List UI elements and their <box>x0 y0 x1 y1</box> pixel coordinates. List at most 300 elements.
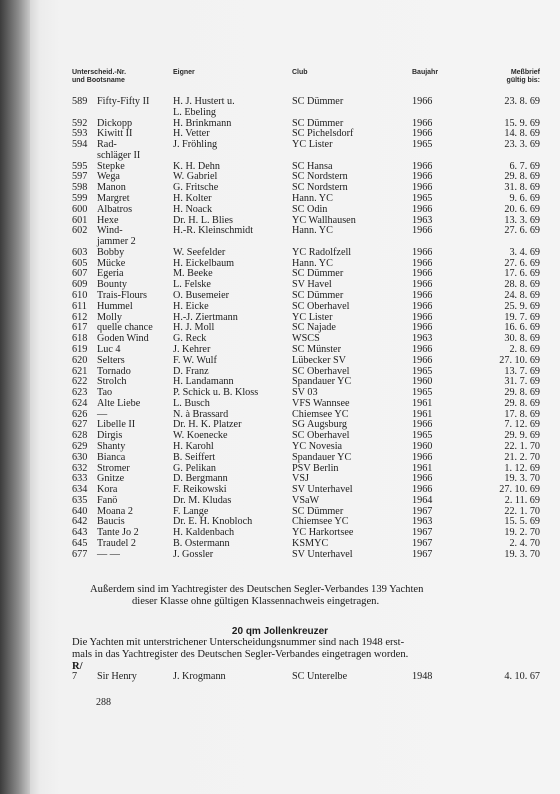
table-row <box>0 247 560 258</box>
row-number: 642 <box>72 516 88 528</box>
row-number: 620 <box>72 354 88 366</box>
row-owner: L. Felske <box>173 279 211 291</box>
row-boat-name: Strolch <box>97 376 127 388</box>
row-boat-name: Albatros <box>97 203 133 215</box>
row-boat-name: Fifty-Fifty II <box>97 96 150 107</box>
table-row <box>0 398 560 409</box>
row-number: 630 <box>72 451 88 463</box>
row-date: 4. 10. 67 <box>504 671 540 682</box>
row-date: 22. 1. 70 <box>504 440 540 452</box>
row-date: 16. 6. 69 <box>504 322 540 334</box>
row-owner: L. Ebeling <box>173 106 217 118</box>
row-year: 1965 <box>412 193 433 205</box>
table-row <box>0 96 560 107</box>
row-boat-name: Tao <box>97 387 113 399</box>
row-owner: D. Bergmann <box>173 473 228 485</box>
row-date: 14. 8. 69 <box>504 128 540 140</box>
row-club: SC Dümmer <box>292 268 344 280</box>
row-year: 1966 <box>412 171 433 183</box>
header-col-date <box>469 69 540 85</box>
row-owner: Dr. M. Kludas <box>173 494 232 506</box>
table-row <box>0 258 560 269</box>
row-date: 23. 3. 69 <box>504 139 540 151</box>
row-year: 1966 <box>412 451 433 463</box>
table-row <box>0 215 560 226</box>
row-owner: H. J. Moll <box>173 322 215 334</box>
row-year: 1966 <box>412 117 433 129</box>
table-row <box>0 463 560 474</box>
row-date: 17. 8. 69 <box>504 408 540 420</box>
row-year: 1966 <box>412 160 433 172</box>
row-owner: B. Ostermann <box>173 537 230 549</box>
row-date: 17. 6. 69 <box>504 268 540 280</box>
row-date: 15. 9. 69 <box>504 117 540 129</box>
row-date: 27. 6. 69 <box>504 257 540 269</box>
row-boat-name: Wega <box>97 171 120 183</box>
row-number: 624 <box>72 397 88 409</box>
row-boat-name: Dickopp <box>97 117 133 129</box>
row-owner: B. Seiffert <box>173 451 216 463</box>
row-club: SC Pichelsdorf <box>292 128 354 140</box>
table-row <box>0 139 560 150</box>
row-boat-name: Bounty <box>97 279 128 291</box>
row-number: 605 <box>72 257 88 269</box>
row-club: WSCS <box>292 333 320 345</box>
row-boat-name: Wind- <box>97 225 123 237</box>
row-number: 7 <box>72 671 78 682</box>
row-number: 603 <box>72 246 88 258</box>
header-date-line-1: Meßbrief <box>510 69 540 76</box>
row-year: 1966 <box>412 300 433 312</box>
row-boat-name: Shanty <box>97 440 126 452</box>
row-owner: J. Gossler <box>173 548 214 560</box>
row-club: Hann. YC <box>292 257 333 269</box>
row-boat-name: Tornado <box>97 365 131 377</box>
table-row <box>0 301 560 312</box>
row-club: SC Oberhavel <box>292 430 350 442</box>
row-club: SC Nordstern <box>292 171 348 183</box>
row-number: 628 <box>72 430 88 442</box>
row-owner: H. Eickelbaum <box>173 257 235 269</box>
header-col-owner: Eigner <box>173 69 195 76</box>
row-club: Spandauer YC <box>292 376 352 388</box>
table-row <box>0 441 560 452</box>
row-club: SC Oberhavel <box>292 365 350 377</box>
row-owner: G. Fritsche <box>173 182 219 194</box>
row-number: 626 <box>72 408 88 420</box>
row-date: 27. 10. 69 <box>499 484 540 496</box>
row-club: SC Dümmer <box>292 505 344 517</box>
row-year: 1966 <box>412 473 433 485</box>
row-boat-name: Selters <box>97 354 125 366</box>
row-year: 1966 <box>412 203 433 215</box>
row-boat-name: Manon <box>97 182 126 194</box>
row-number: 643 <box>72 527 88 539</box>
table-row <box>0 236 560 247</box>
row-club: YC Radolfzell <box>292 246 352 258</box>
row-year: 1965 <box>412 387 433 399</box>
row-owner: F. Lange <box>173 505 209 517</box>
row-number: 640 <box>72 505 88 517</box>
header-col-num <box>72 69 126 85</box>
table-row <box>0 355 560 366</box>
row-number: 594 <box>72 139 88 151</box>
table-row <box>0 452 560 463</box>
row-boat-name: Bianca <box>97 451 126 463</box>
row-number: 609 <box>72 279 88 291</box>
row-club: SV Unterhavel <box>292 548 353 560</box>
row-boat-name: Molly <box>97 311 122 323</box>
row-date: 3. 4. 69 <box>509 246 540 258</box>
row-date: 27. 6. 69 <box>504 225 540 237</box>
row-owner: W. Koenecke <box>173 430 228 442</box>
section-para-line-1: Die Yachten mit unterstrichener Unterscheidungsnummer sind nach 1948 erst- <box>72 637 405 648</box>
row-boat-name: — <box>97 408 108 420</box>
table-row <box>0 376 560 387</box>
table-row <box>0 161 560 172</box>
row-year: 1966 <box>412 96 433 107</box>
row-date: 29. 8. 69 <box>504 397 540 409</box>
row-year: 1966 <box>412 246 433 258</box>
table-row <box>0 193 560 204</box>
row-year: 1960 <box>412 376 433 388</box>
row-year: 1966 <box>412 128 433 140</box>
row-year: 1961 <box>412 462 433 474</box>
row-club: SV Havel <box>292 279 332 291</box>
row-club: SC Hansa <box>292 160 333 172</box>
row-owner: H. Kolter <box>173 193 212 205</box>
row-club: Chiemsee YC <box>292 408 349 420</box>
table-row <box>0 484 560 495</box>
row-club: Hann. YC <box>292 225 333 237</box>
row-club: VSJ <box>292 473 309 485</box>
row-owner: Dr. H. K. Platzer <box>173 419 242 431</box>
row-date: 13. 7. 69 <box>504 365 540 377</box>
row-club: SC Oberhavel <box>292 300 350 312</box>
row-boat-name: Stromer <box>97 462 130 474</box>
row-year: 1963 <box>412 333 433 345</box>
row-owner: K. H. Dehn <box>173 160 220 172</box>
table-row <box>0 344 560 355</box>
row-number: 634 <box>72 484 88 496</box>
row-club: SC Unterelbe <box>292 671 348 682</box>
row-number: 618 <box>72 333 88 345</box>
row-date: 2. 4. 70 <box>509 537 540 549</box>
row-owner: F. W. Wulf <box>173 354 217 366</box>
row-date: 24. 8. 69 <box>504 290 540 302</box>
row-owner: J. Kehrer <box>173 343 211 355</box>
table-row <box>0 333 560 344</box>
row-date: 2. 8. 69 <box>509 343 540 355</box>
row-year: 1966 <box>412 279 433 291</box>
row-boat-name: Baucis <box>97 516 125 528</box>
row-owner: H. J. Hustert u. <box>173 96 235 107</box>
row-date: 19. 3. 70 <box>504 473 540 485</box>
section-mark: R/ <box>72 661 83 672</box>
row-boat-name: Moana 2 <box>97 505 133 517</box>
row-number: 595 <box>72 160 88 172</box>
row-boat-name: Kora <box>97 484 118 496</box>
row-date: 29. 8. 69 <box>504 171 540 183</box>
row-year: 1966 <box>412 322 433 334</box>
row-owner: P. Schick u. B. Kloss <box>173 387 259 399</box>
row-number: 610 <box>72 290 88 302</box>
row-club: SV 03 <box>292 387 318 399</box>
row-boat-name: jammer 2 <box>97 236 136 248</box>
table-row <box>0 419 560 430</box>
row-date: 15. 5. 69 <box>504 516 540 528</box>
row-owner: N. à Brassard <box>173 408 229 420</box>
row-year: 1965 <box>412 430 433 442</box>
row-owner: H. Landamann <box>173 376 234 388</box>
row-boat-name: Margret <box>97 193 130 205</box>
row-boat-name: Libelle II <box>97 419 136 431</box>
row-number: 627 <box>72 419 88 431</box>
row-number: 619 <box>72 343 88 355</box>
row-owner: H. Noack <box>173 203 213 215</box>
row-owner: Dr. H. L. Blies <box>173 214 233 226</box>
row-owner: J. Fröhling <box>173 139 218 151</box>
row-boat-name: Luc 4 <box>97 343 121 355</box>
row-number: 600 <box>72 203 88 215</box>
row-owner: H. Karohl <box>173 440 214 452</box>
row-owner: F. Reikowski <box>173 484 227 496</box>
row-owner: M. Beeke <box>173 268 213 280</box>
row-date: 6. 7. 69 <box>509 160 540 172</box>
row-year: 1966 <box>412 290 433 302</box>
header-col-year: Baujahr <box>412 69 439 76</box>
row-number: 623 <box>72 387 88 399</box>
table-row <box>0 409 560 420</box>
table-row <box>0 279 560 290</box>
table-row <box>0 387 560 398</box>
row-boat-name: quelle chance <box>97 322 153 334</box>
row-year: 1966 <box>412 419 433 431</box>
row-boat-name: Trais-Flours <box>97 290 148 302</box>
table-row <box>0 182 560 193</box>
row-club: SV Unterhavel <box>292 484 353 496</box>
table-row <box>0 495 560 506</box>
row-number: 629 <box>72 440 88 452</box>
row-club: SC Dümmer <box>292 117 344 129</box>
row-boat-name: Tante Jo 2 <box>97 527 139 539</box>
row-year: 1966 <box>412 354 433 366</box>
row-owner: H. Eicke <box>173 300 209 312</box>
row-owner: W. Gabriel <box>173 171 218 183</box>
row-year: 1948 <box>412 671 433 682</box>
table-row <box>0 538 560 549</box>
row-date: 9. 6. 69 <box>509 193 540 205</box>
row-club: Spandauer YC <box>292 451 352 463</box>
table-row <box>0 204 560 215</box>
row-date: 7. 12. 69 <box>504 419 540 431</box>
table-row <box>0 671 560 682</box>
row-year: 1966 <box>412 343 433 355</box>
row-club: SG Augsburg <box>292 419 348 431</box>
row-year: 1966 <box>412 225 433 237</box>
row-date: 20. 6. 69 <box>504 203 540 215</box>
row-number: 612 <box>72 311 88 323</box>
row-number: 621 <box>72 365 88 377</box>
section-para-line-2: mals in das Yachtregister des Deutschen Segler-Verbandes eingetragen worden. <box>72 649 409 660</box>
section-title: 20 qm Jollenkreuzer <box>231 626 329 637</box>
table-row <box>0 171 560 182</box>
row-club: PSV Berlin <box>292 462 339 474</box>
row-year: 1965 <box>412 139 433 151</box>
row-date: 31. 7. 69 <box>504 376 540 388</box>
row-owner: H.-J. Ziertmann <box>173 311 238 323</box>
row-boat-name: Traudel 2 <box>97 537 136 549</box>
row-date: 19. 2. 70 <box>504 527 540 539</box>
table-row <box>0 107 560 118</box>
row-club: SC Najade <box>292 322 336 334</box>
row-club: YC Harkortsee <box>292 527 354 539</box>
header-date-line-2: gültig bis: <box>506 77 540 84</box>
row-year: 1967 <box>412 548 433 560</box>
row-date: 19. 7. 69 <box>504 311 540 323</box>
row-boat-name: — — <box>97 548 120 560</box>
table-row <box>0 322 560 333</box>
header-num-line-2: und Bootsname <box>72 77 125 84</box>
row-club: YC Lister <box>292 311 333 323</box>
row-owner: G. Reck <box>173 333 207 345</box>
row-owner: L. Busch <box>173 397 210 409</box>
row-year: 1966 <box>412 268 433 280</box>
table-row <box>0 549 560 560</box>
row-number: 597 <box>72 171 88 183</box>
row-year: 1961 <box>412 397 433 409</box>
row-owner: D. Franz <box>173 365 209 377</box>
row-owner: G. Pelikan <box>173 462 217 474</box>
table-row <box>0 527 560 538</box>
row-number: 635 <box>72 494 88 506</box>
row-year: 1966 <box>412 484 433 496</box>
row-date: 29. 8. 69 <box>504 387 540 399</box>
row-date: 2. 11. 69 <box>504 494 540 506</box>
note-line-2: dieser Klasse ohne gültigen Klassennachweis eingetragen. <box>132 596 380 607</box>
row-club: SC Odin <box>292 203 328 215</box>
row-club: SC Münster <box>292 343 341 355</box>
row-boat-name: schläger II <box>97 149 141 161</box>
row-year: 1967 <box>412 537 433 549</box>
row-year: 1966 <box>412 311 433 323</box>
row-boat-name: Egeria <box>97 268 124 280</box>
row-boat-name: Hummel <box>97 300 133 312</box>
table-row <box>0 290 560 301</box>
row-club: VFS Wannsee <box>292 397 350 409</box>
row-number: 601 <box>72 214 88 226</box>
table-row <box>0 268 560 279</box>
row-year: 1967 <box>412 527 433 539</box>
table-row <box>0 118 560 129</box>
table-row <box>0 225 560 236</box>
header-num-line-1: Unterscheid.-Nr. <box>72 69 127 76</box>
row-owner: J. Krogmann <box>173 671 226 682</box>
row-number: 602 <box>72 225 88 237</box>
table-row <box>0 430 560 441</box>
row-number: 589 <box>72 96 88 107</box>
note-line-1: Außerdem sind im Yachtregister des Deutschen Segler-Verbandes 139 Yachten <box>90 584 424 595</box>
row-number: 632 <box>72 462 88 474</box>
row-club: Chiemsee YC <box>292 516 349 528</box>
row-date: 23. 8. 69 <box>504 96 540 107</box>
row-owner: Dr. E. H. Knobloch <box>173 516 253 528</box>
table-row <box>0 312 560 323</box>
row-club: YC Lister <box>292 139 333 151</box>
row-date: 22. 1. 70 <box>504 505 540 517</box>
row-boat-name: Kiwitt II <box>97 128 133 140</box>
row-date: 27. 10. 69 <box>499 354 540 366</box>
row-boat-name: Bobby <box>97 246 125 258</box>
row-year: 1963 <box>412 516 433 528</box>
row-number: 617 <box>72 322 88 334</box>
row-date: 19. 3. 70 <box>504 548 540 560</box>
row-boat-name: Rad- <box>97 139 117 151</box>
header-col-club: Club <box>292 69 308 76</box>
row-club: SC Nordstern <box>292 182 348 194</box>
row-number: 607 <box>72 268 88 280</box>
row-boat-name: Gnitze <box>97 473 125 485</box>
table-row <box>0 516 560 527</box>
page-number: 288 <box>96 697 111 708</box>
row-boat-name: Dirgis <box>97 430 123 442</box>
row-date: 30. 8. 69 <box>504 333 540 345</box>
row-date: 28. 8. 69 <box>504 279 540 291</box>
row-year: 1965 <box>412 365 433 377</box>
row-date: 21. 2. 70 <box>504 451 540 463</box>
row-club: YC Novesia <box>292 440 343 452</box>
row-owner: H. Vetter <box>173 128 210 140</box>
row-owner: H. Kaldenbach <box>173 527 235 539</box>
row-owner: H. Brinkmann <box>173 117 232 129</box>
row-club: SC Dümmer <box>292 290 344 302</box>
row-club: SC Dümmer <box>292 96 344 107</box>
row-owner: H.-R. Kleinschmidt <box>173 225 254 237</box>
row-year: 1966 <box>412 257 433 269</box>
row-year: 1964 <box>412 494 433 506</box>
table-row <box>0 473 560 484</box>
row-club: Hann. YC <box>292 193 333 205</box>
table-row <box>0 128 560 139</box>
row-year: 1960 <box>412 440 433 452</box>
table-row <box>0 150 560 161</box>
table-row <box>0 366 560 377</box>
row-date: 25. 9. 69 <box>504 300 540 312</box>
row-number: 592 <box>72 117 88 129</box>
row-boat-name: Hexe <box>97 214 119 226</box>
row-number: 622 <box>72 376 88 388</box>
row-number: 593 <box>72 128 88 140</box>
table-row <box>0 506 560 517</box>
row-club: VSaW <box>292 494 320 506</box>
row-number: 598 <box>72 182 88 194</box>
row-year: 1963 <box>412 214 433 226</box>
row-club: KSMYC <box>292 537 329 549</box>
row-year: 1966 <box>412 182 433 194</box>
row-club: YC Wallhausen <box>292 214 356 226</box>
row-boat-name: Sir Henry <box>97 671 137 682</box>
row-date: 29. 9. 69 <box>504 430 540 442</box>
row-boat-name: Alte Liebe <box>97 397 141 409</box>
row-number: 677 <box>72 548 88 560</box>
row-boat-name: Stepke <box>97 160 125 172</box>
row-number: 599 <box>72 193 88 205</box>
row-owner: W. Seefelder <box>173 246 226 258</box>
row-owner: O. Busemeier <box>173 290 230 302</box>
row-number: 611 <box>72 300 87 312</box>
row-boat-name: Mücke <box>97 257 126 269</box>
row-year: 1967 <box>412 505 433 517</box>
